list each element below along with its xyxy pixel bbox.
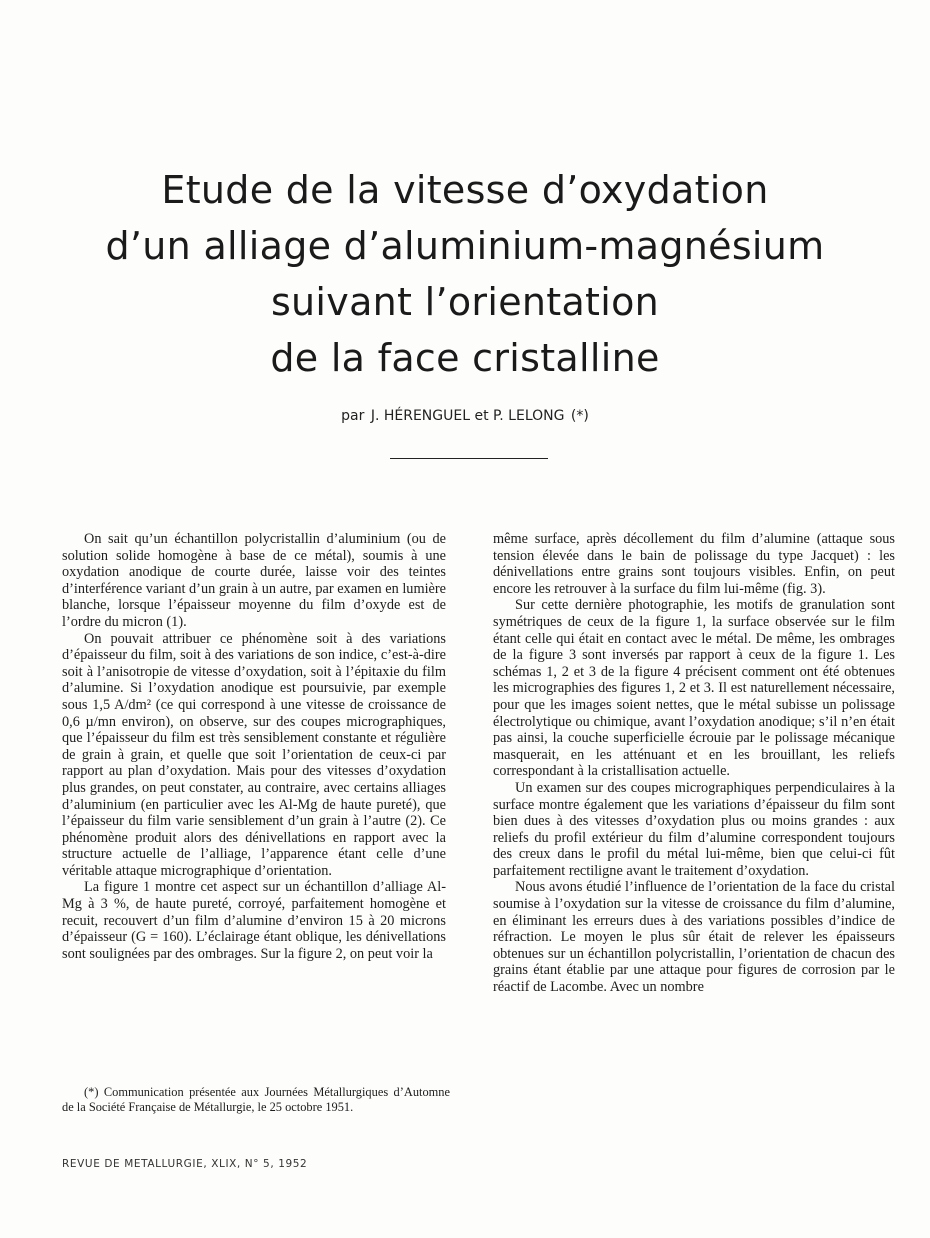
right-paragraph-4: Nous avons étudié l’influence de l’orientation de la face du cristal soumise à l’oxydation sur la vitesse de croissance du film d’alumine, en éliminant les erreurs dues à des variations possibles d’indice de réfraction. Le moyen le plus sûr était de relever les épaisseurs obtenues sur un échantillon polycristallin, l’orientation de chacun des grains étant établie par une attaque pour figures de corrosion par le réactif de Lacombe. Avec un nombre bbox=[493, 879, 895, 996]
article-title bbox=[0, 162, 930, 386]
title-line-1: Etude de la vitesse d’oxydation bbox=[161, 168, 769, 212]
title-line-3: suivant l’orientation bbox=[270, 280, 660, 324]
title-line-2: d’un alliage d’aluminium-magnésium bbox=[105, 224, 825, 268]
right-paragraph-2: Sur cette dernière photographie, les motifs de granulation sont symétriques de ceux de la figure 1, la surface observée sur le film étant celle qui était en contact avec le métal. De même, les ombrages de la figure 3 sont inversés par rapport à ceux de la figure 1. Les schémas 1, 2 et 3 de la figure 4 précisent comment ont été obtenues les micrographies des figures 1, 2 et 3. Il est naturellement nécessaire, pour que les images soient nettes, que le métal subisse un polissage électrolytique ou chimique, avant l’oxydation anodique; s’il n’en était pas ainsi, la couche superficielle écrouie par le polissage mécanique masquerait, en les atténuant et en les brouillant, les reliefs correspondant à la cristallisation actuelle. bbox=[493, 597, 895, 780]
title-divider bbox=[390, 458, 548, 459]
footnote: (*) Communication présentée aux Journées Métallurgiques d’Automne de la Société Française de Métallurgie, le 25 octobre 1951. bbox=[62, 1085, 450, 1114]
right-paragraph-3: Un examen sur des coupes micrographiques perpendiculaires à la surface montre également que les variations d’épaisseur du film sont bien dues à des vitesses d’oxydation plus ou moins grandes : aux reliefs du profil extérieur du film d’alumine correspondent toujours des creux dans le profil du métal lui-même, bien que celui-ci fût parfaitement rectiligne avant le traitement d’oxydation. bbox=[493, 779, 895, 879]
byline bbox=[0, 408, 930, 424]
right-paragraph-1: même surface, après décollement du film d’alumine (attaque sous tension élevée dans le bain de polissage du type Jacquet) : les dénivellations entre grains sont toujours visibles. Enfin, on peut encore les retrouver à la surface du film lui-même (fig. 3). bbox=[493, 531, 895, 597]
byline-note-mark: (*) bbox=[570, 408, 589, 424]
left-column bbox=[62, 531, 446, 962]
byline-authors: J. HÉRENGUEL et P. LELONG bbox=[370, 408, 565, 424]
left-paragraph-1: On sait qu’un échantillon polycristallin d’aluminium (ou de solution solide homogène à base de ce métal), soumis à une oxydation anodique de courte durée, laisse voir des teintes d’interférence variant d’un grain à un autre, par examen en lumière blanche, lorsque l’épaisseur moyenne du film d’oxyde est de l’ordre du micron (1). bbox=[62, 531, 446, 630]
left-paragraph-2: On pouvait attribuer ce phénomène soit à des variations d’épaisseur du film, soit à des variations de son indice, c’est-à-dire soit à l’anisotropie de vitesse d’oxydation, soit à l’épitaxie du film d’alumine. Si l’oxydation anodique est poursuivie, par exemple sous 1,5 A/dm² (ce qui correspond à une vitesse de croissance de 0,6 µ/mn environ), on observe, sur des coupes micrographiques, que l’épaisseur du film est très sensiblement constante et régulière de grain à grain, et quelle que soit l’orientation de ceux-ci par rapport au plan d’oxydation. Mais pour des vitesses d’oxydation plus grandes, on peut constater, au contraire, avec certains alliages d’aluminium (en particulier avec les Al-Mg de haute pureté), que l’épaisseur du film varie sensiblement d’un grain à l’autre (2). Ce phénomène produit alors des dénivellations en rapport avec la structure actuelle de l’alliage, l’apparence étant celle d’une véritable attaque micrographique d’orientation. bbox=[62, 630, 446, 879]
right-column bbox=[493, 531, 895, 996]
left-paragraph-3: La figure 1 montre cet aspect sur un échantillon d’alliage Al-Mg à 3 %, de haute pureté, corroyé, parfaitement homogène et recuit, recouvert d’un film d’alumine d’environ 15 à 20 microns d’épaisseur (G = 160). L’éclairage étant oblique, les dénivellations sont soulignées par des ombrages. Sur la figure 2, on peut voir la bbox=[62, 879, 446, 962]
byline-par: par bbox=[341, 408, 365, 424]
title-line-4: de la face cristalline bbox=[270, 336, 660, 380]
journal-reference: REVUE DE METALLURGIE, XLIX, N° 5, 1952 bbox=[62, 1158, 308, 1170]
